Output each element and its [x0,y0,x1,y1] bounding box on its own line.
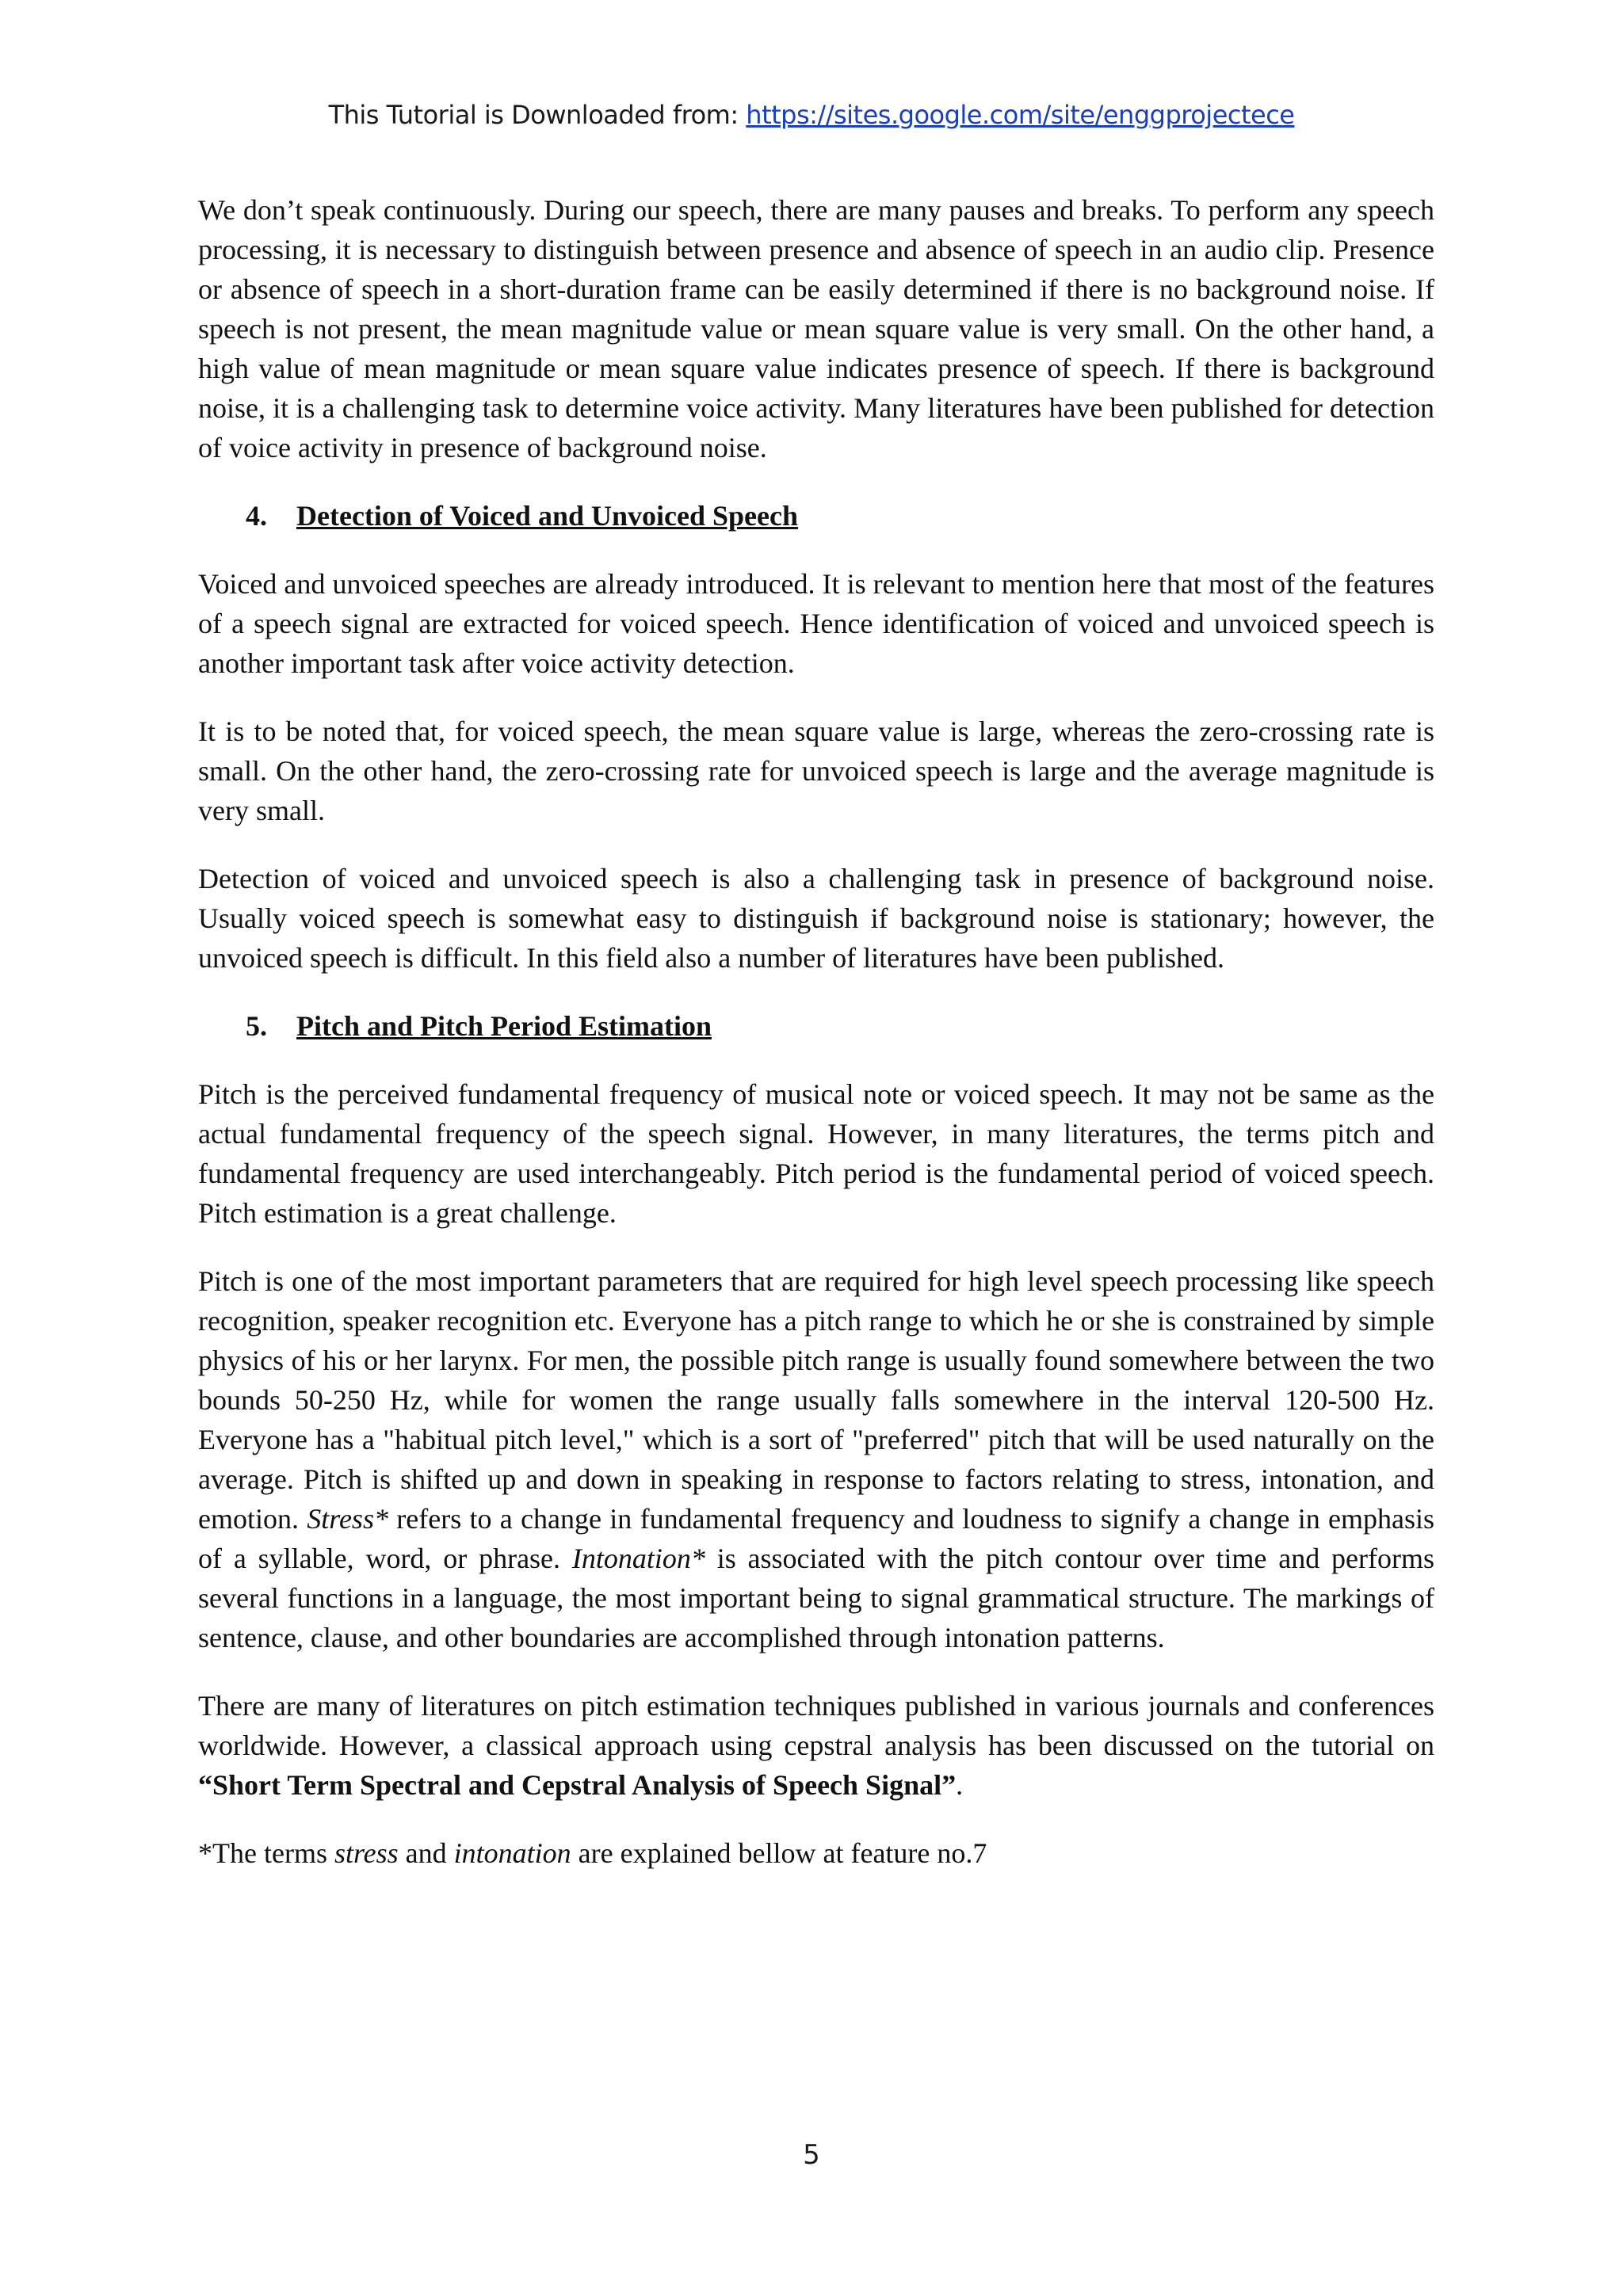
paragraph-pitch-parameters [198,1261,1434,1657]
section-number: 4. [246,500,267,532]
section-number: 5. [246,1010,267,1042]
page-header [0,100,1623,130]
text-intonation: intonation [453,1837,571,1869]
paragraph-pitch-definition: Pitch is the perceived fundamental frequency of musical note or voiced speech. It may not be same as the actual fundamental frequency of the speech signal. However, in many literatures, the terms pitch and fundamental frequency are used interchangeably. Pitch period is the fundamental period of voiced speech. Pitch estimation is a great challenge. [198,1078,1434,1229]
text-stress: Stress* [307,1503,388,1535]
text-run: are explained bellow at feature no.7 [571,1837,987,1869]
paragraph-detection-noise: Detection of voiced and unvoiced speech is also a challenging task in presence of background noise. Usually voiced speech is somewhat easy to distinguish if background noise is stationary; however, the unvoiced speech is difficult. In this field also a number of literatures have been published. [198,863,1434,974]
section-heading-4 [198,496,1434,536]
text-tutorial-title: “Short Term Spectral and Cepstral Analysis of Speech Signal” [198,1769,957,1801]
paragraph-pitch-literature [198,1686,1434,1805]
text-run: refers to a change in fundamental frequency and loudness to signify a change in emphasis of a syllable, word, or phrase. [198,1503,1434,1574]
text-run: Pitch is one of the most important parameters that are required for high level speech processing like speech recognition, speaker recognition etc. Everyone has a pitch range to which he or she is constrained by simple physics of his or her larynx. For men, the possible pitch range is usually found somewhere between the two bounds 50-250 Hz, while for women the range usually falls somewhere in the interval 120-500 Hz. Everyone has a "habitual pitch level," which is a sort of "preferred" pitch that will be used naturally on the average. Pitch is shifted up and down in speaking in response to factors relating to stress, intonation, and emotion. [198,1265,1434,1535]
text-run: is associated with the pitch contour over time and performs several functions in a language, the most important being to signal grammatical structure. The markings of sentence, clause, and other boundaries are accomplished through intonation patterns. [198,1543,1434,1653]
text-run: . [956,1769,964,1801]
header-prefix: This Tutorial is Downloaded from: [328,100,747,130]
header-link[interactable]: https://sites.google.com/site/enggprojectece [746,100,1295,130]
text-run: *The terms [198,1837,334,1869]
text-intonation: Intonation* [571,1543,705,1574]
paragraph-voiced-intro: Voiced and unvoiced speeches are already introduced. It is relevant to mention here that most of the features of a speech signal are extracted for voiced speech. Hence identification of voiced and unvoiced speech is another important task after voice activity detection. [198,568,1434,679]
section-heading-5 [198,1006,1434,1046]
section-title: Detection of Voiced and Unvoiced Speech [296,500,798,532]
paragraph-voice-activity: We don’t speak continuously. During our speech, there are many pauses and breaks. To perform any speech processing, it is necessary to distinguish between presence and absence of speech in an audio clip. Presence or absence of speech in a short-duration frame can be easily determined if there is no background noise. If speech is not present, the mean magnitude value or mean square value is very small. On the other hand, a high value of mean magnitude or mean square value indicates presence of speech. If there is background noise, it is a challenging task to determine voice activity. Many literatures have been published for detection of voice activity in presence of background noise. [198,194,1434,463]
paragraph-footnote [198,1833,1434,1873]
page-number: 5 [803,2139,820,2171]
text-run: and [398,1837,454,1869]
section-title: Pitch and Pitch Period Estimation [296,1010,712,1042]
page-content [198,190,1434,1901]
text-stress: stress [334,1837,399,1869]
paragraph-zero-crossing: It is to be noted that, for voiced speech, the mean square value is large, whereas the zero-crossing rate is small. On the other hand, the zero-crossing rate for unvoiced speech is large and the average magnitude is very small. [198,715,1434,826]
text-run: There are many of literatures on pitch estimation techniques published in various journals and conferences worldwide. However, a classical approach using cepstral analysis has been discussed on the tutorial on [198,1690,1434,1761]
